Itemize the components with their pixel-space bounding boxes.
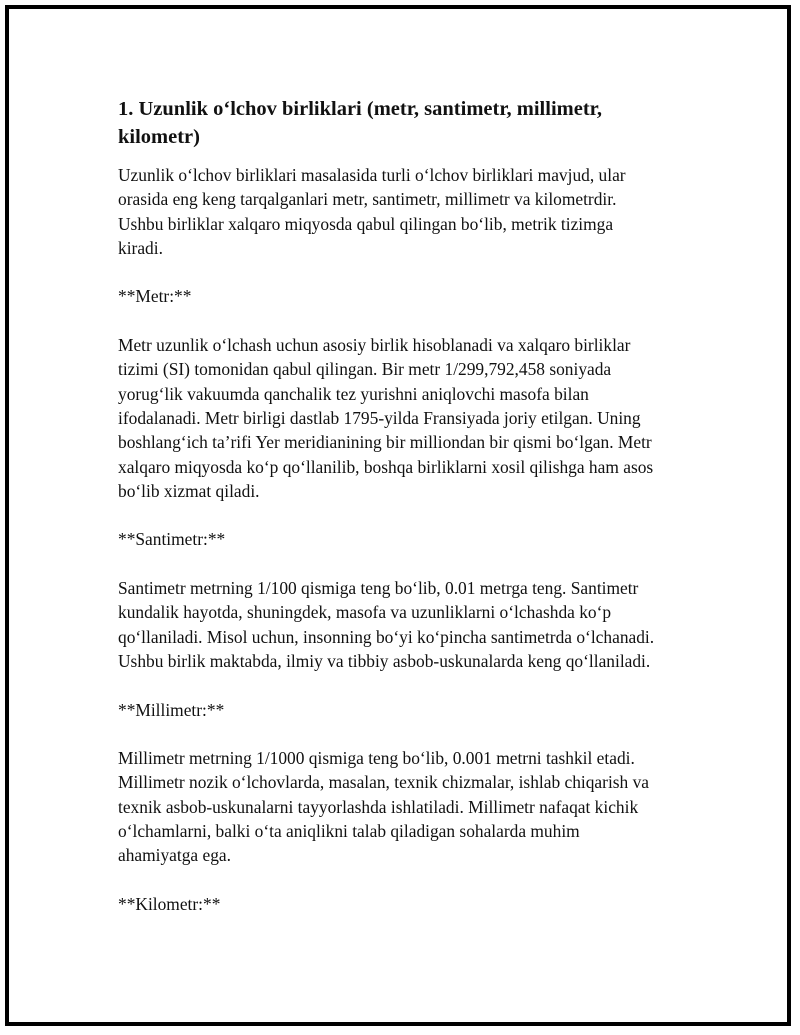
- santimetr-title: **Santimetr:**: [118, 529, 226, 550]
- document-content: [118, 95, 678, 941]
- text-line: o‘lchamlarni, balki o‘ta aniqlikni talab qiladigan sohalarda muhim: [118, 821, 580, 842]
- text-line: Metr uzunlik o‘lchash uchun asosiy birlik hisoblanadi va xalqaro birliklar: [118, 335, 631, 356]
- millimetr-paragraph: [118, 746, 678, 867]
- text-line: Millimetr nozik o‘lchovlarda, masalan, texnik chizmalar, ishlab chiqarish va: [118, 772, 649, 793]
- heading-line: kilometr): [118, 126, 200, 148]
- text-line: Ushbu birliklar xalqaro miqyosda qabul qilingan bo‘lib, metrik tizimga: [118, 213, 614, 234]
- text-line: tizimi (SI) tomonidan qabul qilingan. Bir metr 1/299,792,458 soniyada: [118, 359, 612, 380]
- text-line: boshlang‘ich ta’rifi Yer meridianining bir milliondan bir qismi bo‘lgan. Metr: [118, 432, 652, 453]
- intro-paragraph: [118, 163, 678, 260]
- text-line: bo‘lib xizmat qiladi.: [118, 480, 260, 501]
- text-line: texnik asbob-uskunalarni tayyorlashda ishlatiladi. Millimetr nafaqat kichik: [118, 796, 639, 817]
- text-line: xalqaro miqyosda ko‘p qo‘llanilib, boshqa birliklarni xosil qilishga ham asos: [118, 456, 654, 477]
- text-line: ifodalanadi. Metr birligi dastlab 1795-yilda Fransiyada joriy etilgan. Uning: [118, 407, 641, 428]
- text-line: Uzunlik o‘lchov birliklari masalasida turli o‘lchov birliklari mavjud, ular: [118, 165, 626, 185]
- heading-line: 1. Uzunlik o‘lchov birliklari (metr, santimetr, millimetr,: [118, 98, 602, 120]
- text-line: qo‘llaniladi. Misol uchun, insonning bo‘yi ko‘pincha santimetrda o‘lchanadi.: [118, 626, 655, 647]
- text-line: Millimetr metrning 1/1000 qismiga teng bo‘lib, 0.001 metrni tashkil etadi.: [118, 748, 635, 769]
- text-line: Ushbu birlik maktabda, ilmiy va tibbiy asbob-uskunalarda keng qo‘llaniladi.: [118, 650, 651, 671]
- metr-title: **Metr:**: [118, 286, 192, 307]
- metr-paragraph: [118, 333, 678, 503]
- text-line: Santimetr metrning 1/100 qismiga teng bo‘lib, 0.01 metrga teng. Santimetr: [118, 578, 639, 599]
- text-line: yorug‘lik vakuumda qanchalik tez yurishni aniqlovchi masofa bilan: [118, 383, 589, 404]
- text-line: ahamiyatga ega.: [118, 845, 231, 866]
- text-line: kiradi.: [118, 237, 163, 258]
- section-heading: [118, 95, 678, 151]
- millimetr-title: **Millimetr:**: [118, 699, 225, 720]
- santimetr-paragraph: [118, 576, 678, 673]
- kilometr-title: **Kilometr:**: [118, 893, 221, 914]
- text-line: kundalik hayotda, shuningdek, masofa va uzunliklarni o‘lchashda ko‘p: [118, 602, 612, 623]
- text-line: orasida eng keng tarqalganlari metr, santimetr, millimetr va kilometrdir.: [118, 189, 617, 210]
